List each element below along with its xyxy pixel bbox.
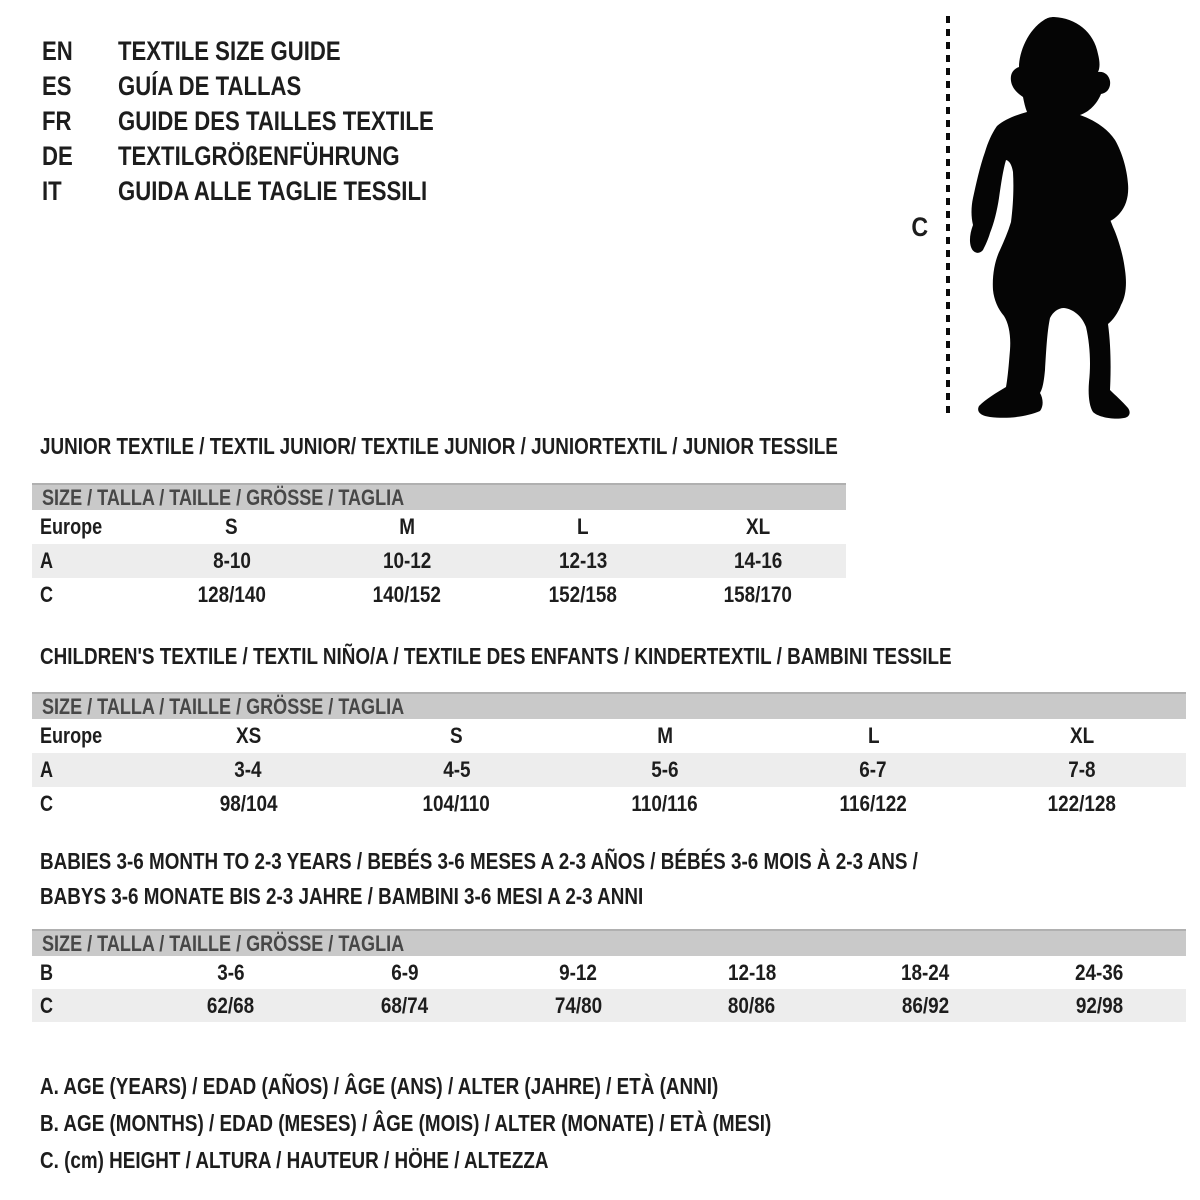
months-cell: 18-24 bbox=[901, 959, 950, 985]
age-cell: 3-4 bbox=[234, 757, 262, 782]
row-label: Europe bbox=[40, 514, 103, 539]
months-cell: 6-9 bbox=[390, 959, 419, 985]
row-label: C bbox=[40, 791, 54, 816]
height-cell: 110/116 bbox=[631, 791, 699, 816]
size-cell: XS bbox=[235, 723, 261, 748]
row-label: B bbox=[40, 959, 54, 985]
size-cell: L bbox=[576, 514, 589, 539]
junior-size-table bbox=[32, 483, 846, 612]
lang-row-es bbox=[42, 69, 503, 104]
table-row-height bbox=[32, 989, 1186, 1022]
height-cell: 152/158 bbox=[548, 582, 617, 607]
row-label: Europe bbox=[40, 723, 103, 748]
age-cell: 8-10 bbox=[212, 548, 251, 573]
months-cell: 12-18 bbox=[727, 959, 777, 985]
height-cell: 86/92 bbox=[901, 992, 950, 1018]
lang-row-en bbox=[42, 34, 503, 69]
legend-line-a: A. AGE (YEARS) / EDAD (AÑOS) / ÂGE (ANS) / ALTER (JAHRE) / ETÀ (ANNI) bbox=[40, 1073, 719, 1099]
table-row-height bbox=[32, 578, 846, 612]
toddler-silhouette-icon bbox=[968, 14, 1140, 419]
lang-code: DE bbox=[42, 141, 73, 171]
row-label: A bbox=[40, 757, 54, 782]
age-cell: 4-5 bbox=[442, 757, 471, 782]
height-cell: 140/152 bbox=[373, 582, 442, 607]
age-cell: 5-6 bbox=[651, 757, 679, 782]
height-cell: 98/104 bbox=[219, 791, 278, 816]
height-cell: 158/170 bbox=[724, 582, 793, 607]
table-row-europe bbox=[32, 719, 1186, 753]
children-size-table bbox=[32, 692, 1186, 821]
lang-code: FR bbox=[42, 106, 72, 136]
age-cell: 14-16 bbox=[734, 548, 783, 573]
lang-code: EN bbox=[42, 36, 73, 66]
size-cell: XL bbox=[1069, 723, 1094, 748]
months-cell: 24-36 bbox=[1074, 959, 1124, 985]
lang-title: TEXTILGRÖßENFÜHRUNG bbox=[118, 141, 400, 171]
age-cell: 12-13 bbox=[558, 548, 607, 573]
height-cell: 68/74 bbox=[380, 992, 429, 1018]
junior-section-title: JUNIOR TEXTILE / TEXTIL JUNIOR/ TEXTILE JUNIOR / JUNIORTEXTIL / JUNIOR TESSILE bbox=[40, 433, 838, 459]
lang-row-it bbox=[42, 174, 503, 209]
height-cell: 116/122 bbox=[839, 791, 908, 816]
size-header-bar: SIZE / TALLA / TAILLE / GRÖSSE / TAGLIA bbox=[32, 692, 1186, 719]
lang-title: GUIDE DES TAILLES TEXTILE bbox=[118, 106, 434, 136]
row-label: C bbox=[40, 582, 54, 607]
babies-section-title-line1: BABIES 3-6 MONTH TO 2-3 YEARS / BEBÉS 3-6 MESES A 2-3 AÑOS / BÉBÉS 3-6 MOIS À 2-3 ANS / bbox=[40, 848, 918, 874]
children-section-title: CHILDREN'S TEXTILE / TEXTIL NIÑO/A / TEXTILE DES ENFANTS / KINDERTEXTIL / BAMBINI TESSILE bbox=[40, 643, 952, 669]
size-header-bar: SIZE / TALLA / TAILLE / GRÖSSE / TAGLIA bbox=[32, 483, 846, 510]
size-cell: M bbox=[657, 723, 673, 748]
height-cell: 122/128 bbox=[1047, 791, 1116, 816]
row-label: C bbox=[40, 992, 54, 1018]
height-cell: 104/110 bbox=[422, 791, 491, 816]
lang-title: TEXTILE SIZE GUIDE bbox=[118, 36, 341, 66]
height-cell: 74/80 bbox=[554, 992, 602, 1018]
lang-code: ES bbox=[42, 71, 72, 101]
table-row-age bbox=[32, 753, 1186, 787]
language-title-list bbox=[42, 34, 503, 209]
table-row-height bbox=[32, 787, 1186, 821]
legend-line-b: B. AGE (MONTHS) / EDAD (MESES) / ÂGE (MOIS) / ALTER (MONATE) / ETÀ (MESI) bbox=[40, 1110, 772, 1136]
lang-row-de bbox=[42, 139, 503, 174]
babies-size-table bbox=[32, 929, 1186, 1022]
months-cell: 9-12 bbox=[559, 959, 598, 985]
lang-row-fr bbox=[42, 104, 503, 139]
table-row-europe bbox=[32, 510, 846, 544]
lang-title: GUÍA DE TALLAS bbox=[118, 71, 302, 101]
age-cell: 7-8 bbox=[1068, 757, 1096, 782]
months-cell: 3-6 bbox=[217, 959, 245, 985]
height-measure-dashed-line bbox=[946, 16, 950, 416]
height-measure-label: C bbox=[911, 212, 929, 242]
height-cell: 62/68 bbox=[207, 992, 255, 1018]
age-cell: 6-7 bbox=[859, 757, 888, 782]
legend bbox=[40, 1068, 932, 1179]
lang-title: GUIDA ALLE TAGLIE TESSILI bbox=[118, 176, 428, 206]
height-cell: 80/86 bbox=[728, 992, 776, 1018]
table-row-months bbox=[32, 956, 1186, 989]
height-cell: 92/98 bbox=[1075, 992, 1123, 1018]
size-cell: L bbox=[867, 723, 880, 748]
age-cell: 10-12 bbox=[383, 548, 432, 573]
height-cell: 128/140 bbox=[197, 582, 266, 607]
babies-section-title-line2: BABYS 3-6 MONATE BIS 2-3 JAHRE / BAMBINI 3-6 MESI A 2-3 ANNI bbox=[40, 883, 644, 909]
lang-code: IT bbox=[42, 176, 62, 206]
row-label: A bbox=[40, 548, 54, 573]
size-cell: S bbox=[450, 723, 463, 748]
legend-line-c: C. (cm) HEIGHT / ALTURA / HAUTEUR / HÖHE / ALTEZZA bbox=[40, 1147, 549, 1173]
table-row-age bbox=[32, 544, 846, 578]
size-cell: M bbox=[399, 514, 416, 539]
size-cell: XL bbox=[746, 514, 771, 539]
size-header-bar: SIZE / TALLA / TAILLE / GRÖSSE / TAGLIA bbox=[32, 929, 1186, 956]
size-cell: S bbox=[225, 514, 239, 539]
